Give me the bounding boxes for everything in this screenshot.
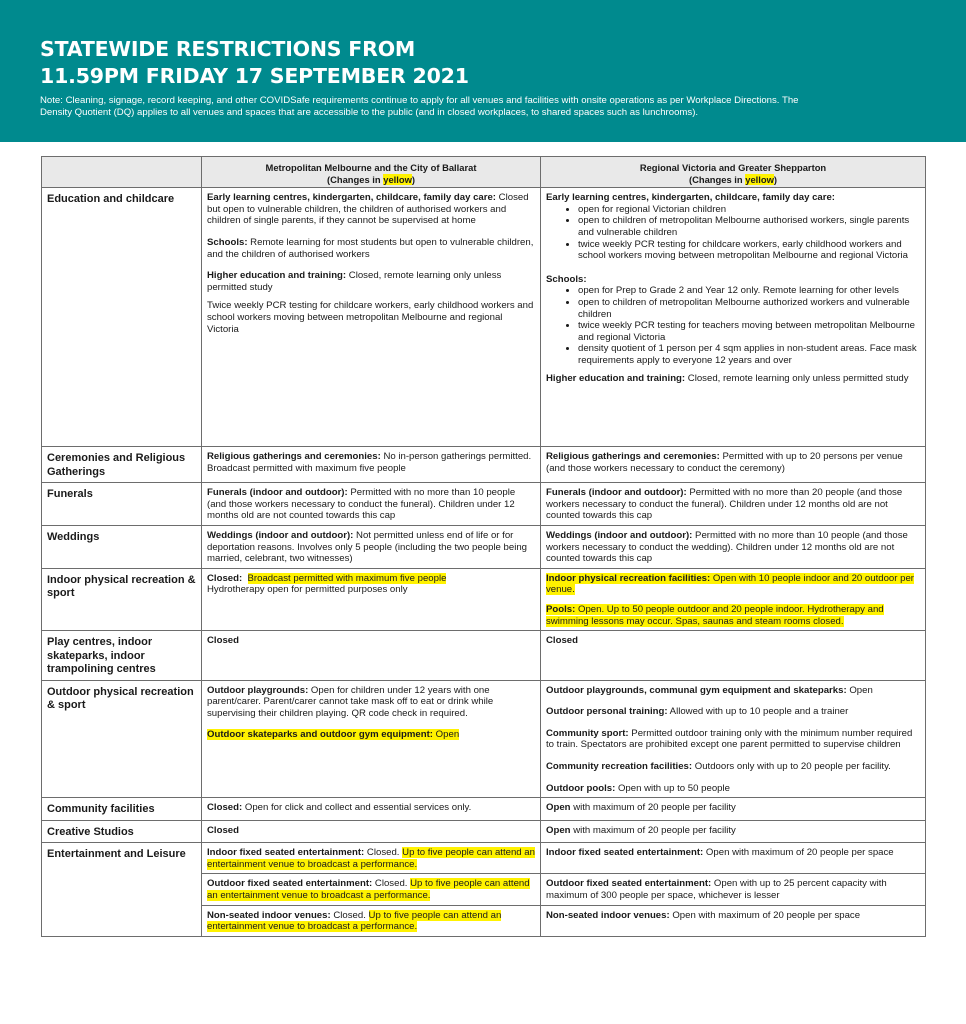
text: Open. Up to 50 people outdoor and 20 people indoor. Hydrotherapy and swimming lessons may occur. Spas, saunas and steam rooms closed. [546, 603, 884, 627]
metro-cell [202, 905, 541, 936]
header-banner [0, 0, 966, 142]
paragraph [546, 274, 920, 286]
regional-cell [541, 874, 926, 905]
text: Open [433, 729, 460, 741]
text: No in-person gatherings permitted. Broadcast permitted with maximum five people [207, 451, 532, 474]
text: Closed, remote learning only unless permitted study [207, 270, 502, 293]
text: Permitted with no more than 10 people (and those workers necessary to conduct the wedding). Children under 12 months old are not counted towards this cap [546, 529, 908, 565]
highlighted-text: Broadcast permitted with maximum five people [247, 572, 447, 584]
changes-suffix: ) [773, 173, 778, 185]
table-header-row [42, 157, 926, 188]
paragraph: Hydrotherapy open for permitted purposes only [207, 584, 408, 596]
text: Open for children under 12 years with one parent/carer. Parent/carer cannot take mask off to eat or drink while supervising their children playing. QR code check in required. [207, 684, 494, 719]
text: Remote learning for most students but open to vulnerable children, and the children of authorised workers [207, 236, 534, 260]
title-line-2: 11.59PM FRIDAY 17 SEPTEMBER 2021 [40, 64, 469, 88]
label: Non-seated indoor venues: [546, 909, 670, 921]
paragraph [207, 192, 535, 227]
header-regional-changes [546, 174, 920, 186]
paragraph [207, 685, 535, 720]
highlighted-text: Up to five people can attend an entertainment venue to broadcast a performance. [207, 909, 502, 933]
table-row [42, 447, 926, 483]
text: Open [846, 684, 873, 696]
header-regional-title: Regional Victoria and Greater Shepparton [639, 162, 827, 173]
list [546, 285, 920, 366]
label: Outdoor fixed seated entertainment: [207, 878, 373, 890]
table-row [42, 188, 926, 447]
paragraph [207, 237, 535, 260]
text: Closed, remote learning only unless permitted study [685, 372, 909, 384]
category-label: Indoor physical recreation & sport [42, 568, 202, 630]
metro-cell [202, 447, 541, 483]
metro-cell [202, 568, 541, 630]
regional-cell [541, 843, 926, 874]
list-item: • twice weekly PCR testing for childcare workers, early childhood workers and school workers moving between metropolitan Melbourne and regional Victoria [578, 239, 920, 262]
text: Closed. [330, 909, 369, 921]
label: Community recreation facilities: [546, 761, 693, 772]
label: Schools: [207, 236, 248, 248]
label: Closed: [207, 572, 243, 584]
list-item: • density quotient of 1 person per 4 sqm applies in non-student areas. Face mask requirements apply to everyone 12 years and over [578, 343, 920, 366]
category-label: Outdoor physical recreation & sport [42, 680, 202, 798]
label: Open [546, 824, 571, 836]
paragraph [546, 604, 920, 627]
header-regional [541, 157, 926, 188]
regional-cell [541, 798, 926, 821]
regional-cell [541, 483, 926, 526]
changes-prefix: (Changes in [688, 173, 746, 185]
metro-cell [202, 843, 541, 874]
category-label: Creative Studios [42, 820, 202, 843]
table-row [42, 525, 926, 568]
label: Pools: [546, 603, 576, 615]
text: Open with maximum of 20 people per space [703, 847, 894, 859]
regional-cell [541, 568, 926, 630]
table-row [42, 798, 926, 821]
label: Funerals (indoor and outdoor): [546, 487, 687, 499]
label: Indoor fixed seated entertainment: [207, 847, 365, 859]
label: Outdoor pools: [546, 782, 616, 794]
table-row [42, 820, 926, 843]
text: Allowed with up to 10 people and a trainer [667, 706, 849, 718]
list-item: • open for Prep to Grade 2 and Year 12 only. Remote learning for other levels [578, 285, 920, 297]
regional-cell [541, 820, 926, 843]
table-row [42, 843, 926, 874]
label: Religious gatherings and ceremonies: [207, 451, 381, 463]
label: Funerals (indoor and outdoor): [207, 487, 348, 499]
header-blank-cell [42, 157, 202, 188]
table-row [42, 680, 926, 798]
text: Permitted outdoor training only with the minimum number required to train. Spectators are prohibited except one parent permitted to supervise children [546, 727, 913, 751]
label: Outdoor playgrounds: [207, 684, 309, 696]
label: Schools: [546, 273, 587, 285]
page-title [40, 36, 469, 90]
paragraph [546, 685, 920, 697]
restrictions-table [41, 156, 926, 937]
metro-cell [202, 188, 541, 447]
category-label: Ceremonies and Religious Gatherings [42, 447, 202, 483]
regional-cell [541, 447, 926, 483]
changes-prefix: (Changes in [326, 173, 384, 185]
label: Community sport: [546, 727, 629, 739]
highlighted-text: Up to five people can attend an entertainment venue to broadcast a performance. [207, 878, 530, 901]
metro-cell [202, 525, 541, 568]
category-label: Weddings [42, 525, 202, 568]
text: Open with 10 people indoor and 20 outdoor per venue. [546, 572, 914, 596]
highlighted-text [207, 729, 459, 740]
paragraph [207, 270, 535, 293]
metro-cell [202, 483, 541, 526]
text: with maximum of 20 people per facility [570, 824, 736, 836]
list [546, 204, 920, 262]
text: Permitted with no more than 20 people (and those workers necessary to conduct the funeral). Children under 12 months old are not counted towards this cap [546, 487, 903, 522]
text: Open with up to 50 people [615, 782, 730, 794]
table-row [42, 568, 926, 630]
regional-cell [541, 525, 926, 568]
paragraph [546, 573, 920, 596]
text: Open with maximum of 20 people per space [669, 909, 861, 921]
note-text: Note: Cleaning, signage, record keeping, and other COVIDSafe requirements continue to apply for all venues and facilities with onsite operations as per Workplace Directions. The Density Quotient (DQ) applies to all venues and spaces that are accessible to the public (and in closed workplaces, to shared spaces such as lunchrooms). [40, 95, 799, 118]
text: Outdoors only with up to 20 people per facility. [692, 761, 891, 772]
label: Weddings (indoor and outdoor): [546, 529, 693, 541]
paragraph [546, 192, 920, 204]
label: Early learning centres, kindergarten, childcare, family day care: [207, 192, 497, 204]
table-row [42, 483, 926, 526]
metro-cell [202, 874, 541, 905]
text: with maximum of 20 people per facility [570, 802, 736, 814]
list-item: • open to children of metropolitan Melbourne authorized workers and vulnerable children [578, 297, 920, 320]
category-label: Community facilities [42, 798, 202, 821]
metro-cell [202, 798, 541, 821]
text: Permitted with no more than 10 people (and those workers necessary to conduct the funeral). Children under 12 months old are not counted towards this cap [207, 487, 516, 522]
title-line-1: STATEWIDE RESTRICTIONS FROM [40, 37, 416, 61]
metro-cell [202, 820, 541, 843]
label: Religious gatherings and ceremonies: [546, 451, 720, 463]
paragraph [546, 706, 920, 718]
paragraph: Twice weekly PCR testing for childcare workers, early childhood workers and school workers moving between metropolitan Melbourne and regional Victoria [207, 300, 534, 335]
label: Higher education and training: [207, 270, 347, 282]
label: Indoor physical recreation facilities: [546, 572, 711, 584]
label: Non-seated indoor venues: [207, 909, 331, 921]
paragraph [546, 373, 920, 385]
changes-word: yellow [383, 173, 412, 185]
paragraph [546, 761, 920, 773]
list-item: • open for regional Victorian children [578, 204, 920, 216]
label: Closed: [207, 802, 243, 814]
text: Open with up to 25 percent capacity with maximum of 300 people per space, whichever is lesser [546, 878, 887, 901]
text: Closed but open to vulnerable children, the children of authorised workers and children of single parents, if they cannot be supervised at home [207, 192, 529, 227]
label: Outdoor playgrounds, communal gym equipment and skateparks: [546, 684, 847, 696]
paragraph [546, 783, 920, 795]
metro-cell [202, 680, 541, 798]
label: Outdoor fixed seated entertainment: [546, 878, 712, 890]
label: Outdoor personal training: [546, 706, 668, 718]
category-label: Funerals [42, 483, 202, 526]
text: Open for click and collect and essential services only. [242, 802, 472, 814]
text: Not permitted unless end of life or for deportation reasons. Involves only 5 people (including the two people being married, celebrant, two witnesses) [207, 529, 528, 565]
label: Closed [546, 635, 578, 647]
list-item: • open to children of metropolitan Melbourne authorised workers, single parents and vulnerable children [578, 215, 920, 238]
category-label: Entertainment and Leisure [42, 843, 202, 937]
changes-suffix: ) [411, 173, 416, 185]
regional-cell [541, 631, 926, 681]
header-metro-changes [207, 174, 535, 186]
label: Early learning centres, kindergarten, childcare, family day care: [546, 192, 836, 204]
paragraph [546, 728, 920, 751]
list-item: • twice weekly PCR testing for teachers moving between metropolitan Melbourne and regional Victoria [578, 320, 920, 343]
label: Closed [207, 824, 239, 836]
label: Weddings (indoor and outdoor): [207, 529, 354, 541]
category-label: Play centres, indoor skateparks, indoor trampolining centres [42, 631, 202, 681]
table-row [42, 631, 926, 681]
regional-cell [541, 680, 926, 798]
metro-cell [202, 631, 541, 681]
category-label: Education and childcare [42, 188, 202, 447]
header-metro-title: Metropolitan Melbourne and the City of Ballarat [265, 162, 477, 173]
regional-cell [541, 188, 926, 447]
paragraph [207, 729, 535, 741]
text: Closed. [364, 847, 403, 859]
label: Indoor fixed seated entertainment: [546, 847, 704, 859]
text: Permitted with up to 20 persons per venue (and those workers necessary to conduct the ceremony) [546, 451, 903, 474]
label: Outdoor skateparks and outdoor gym equipment: [207, 729, 434, 741]
label: Higher education and training: [546, 372, 686, 384]
label: Open [546, 802, 571, 814]
text: Closed. [372, 878, 411, 890]
regional-cell [541, 905, 926, 936]
paragraph [207, 573, 535, 585]
highlighted-text: Up to five people can attend an entertainment venue to broadcast a performance. [207, 847, 535, 870]
changes-word: yellow [745, 173, 774, 185]
header-metro [202, 157, 541, 188]
highlighted-text [546, 604, 884, 627]
highlighted-text [546, 573, 914, 596]
label: Closed [207, 635, 239, 647]
